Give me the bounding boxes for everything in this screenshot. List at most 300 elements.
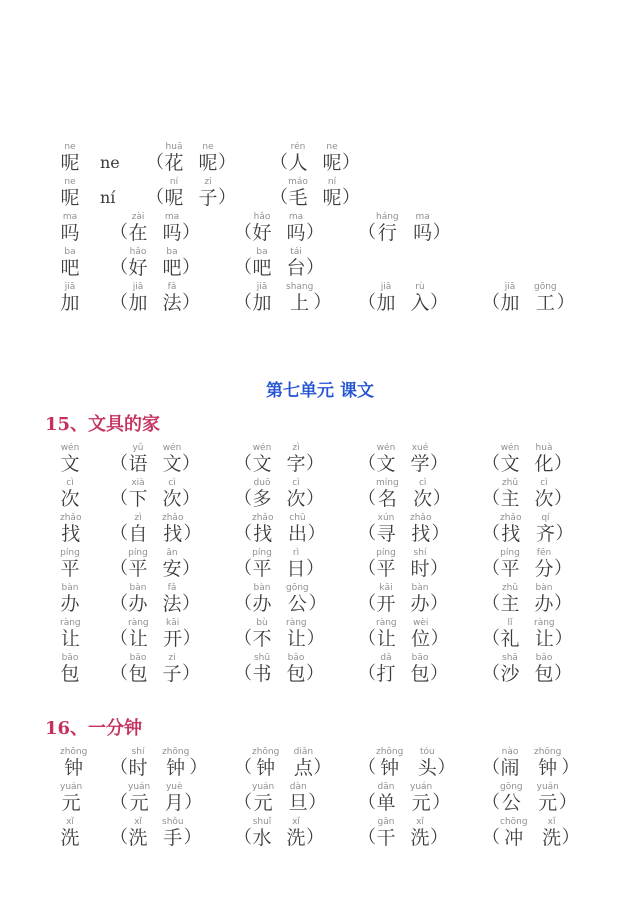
lesson-15-title: 15、文具的家: [45, 414, 161, 435]
head-character: [60, 212, 100, 244]
paren: （: [358, 453, 376, 474]
syllable: [288, 142, 308, 174]
pinyin-label: ba: [64, 247, 76, 257]
syllable: [60, 513, 81, 545]
hanzi-char: 干: [376, 827, 396, 849]
hanzi-char: 加: [252, 292, 272, 314]
word-group: [472, 618, 596, 650]
paren: （: [234, 792, 252, 813]
pinyin-label: wén: [500, 443, 520, 453]
pinyin-label: jiā: [132, 282, 144, 292]
word-group: [224, 583, 348, 615]
word-group: [224, 653, 348, 685]
pinyin-label: yuán: [536, 782, 559, 792]
pinyin-label: dǎ: [380, 653, 392, 663]
word-group: [348, 583, 472, 615]
hanzi-char: 书: [252, 663, 272, 685]
word-row: [60, 615, 640, 650]
syllable: [60, 782, 82, 814]
paren: ）: [342, 152, 360, 173]
paren: （: [358, 593, 376, 614]
pinyin-label: zhǎo: [252, 513, 274, 523]
word-group: [472, 513, 596, 545]
syllable: [500, 478, 520, 510]
hanzi-char: 次: [162, 488, 182, 510]
syllable: [162, 212, 182, 244]
word-group: [224, 548, 348, 580]
word-group: [348, 653, 472, 685]
paren: ）: [182, 558, 200, 579]
hanzi-char: 月: [164, 792, 184, 814]
paren: （: [234, 827, 252, 848]
paren: ）: [430, 453, 448, 474]
syllable: [60, 478, 80, 510]
lesson-16-words-block: [60, 744, 640, 849]
hanzi-char: 平: [60, 558, 80, 580]
pinyin-label: gōng: [286, 583, 309, 593]
syllable: [286, 247, 306, 279]
hanzi-char: 包: [410, 663, 430, 685]
hanzi-char: 平: [252, 558, 272, 580]
hanzi-char: 办: [128, 593, 148, 615]
pinyin-label: huā: [165, 142, 183, 152]
paren: ）: [306, 222, 324, 243]
head-character: [60, 282, 100, 314]
syllable: [376, 618, 397, 650]
pinyin-label: shǒu: [162, 817, 184, 827]
pinyin-label: píng: [128, 548, 148, 558]
word-row: [60, 545, 640, 580]
word-group: [100, 443, 224, 475]
head-character: [60, 583, 100, 615]
word-group: [348, 443, 472, 475]
pinyin-label: bàn: [411, 583, 429, 593]
pinyin-label: jiā: [504, 282, 516, 292]
hanzi-char: 钟: [166, 757, 186, 779]
pinyin-label: xǐ: [66, 817, 74, 827]
pinyin-label: jiā: [256, 282, 268, 292]
pinyin-label: ma: [62, 212, 78, 222]
pinyin-label: lǐ: [507, 618, 513, 628]
head-character: [60, 548, 100, 580]
paren: ）: [308, 792, 327, 813]
paren: ）: [554, 593, 572, 614]
pinyin-label: yuè: [165, 782, 183, 792]
hanzi-char: 闹: [500, 757, 520, 779]
paren: ）: [313, 292, 332, 313]
paren: ）: [554, 628, 573, 649]
head-character: [60, 817, 100, 849]
syllable: [163, 618, 183, 650]
paren: ）: [182, 628, 201, 649]
head-character: [60, 513, 100, 545]
word-row: [60, 510, 640, 545]
paren: ）: [437, 757, 456, 778]
pinyin-label: xià: [131, 478, 145, 488]
syllable: [410, 782, 432, 814]
paren: （: [482, 827, 500, 848]
hanzi-char: 文: [252, 453, 272, 475]
syllable: [286, 478, 306, 510]
paren: （: [482, 593, 500, 614]
pinyin-label: ne: [202, 142, 214, 152]
syllable: [376, 817, 396, 849]
hanzi-char: 工: [535, 292, 555, 314]
hanzi-char: 包: [286, 663, 306, 685]
paren: （: [358, 488, 376, 509]
paren: （: [110, 453, 128, 474]
syllable: [534, 583, 554, 615]
hanzi-char: 吧: [60, 257, 80, 279]
paren: ）: [561, 757, 580, 778]
pinyin-label: háng: [376, 212, 399, 222]
hanzi-char: 次: [286, 488, 306, 510]
hanzi-char: 台: [286, 257, 306, 279]
hanzi-char: 呢: [322, 152, 342, 174]
hanzi-char: 分: [534, 558, 554, 580]
word-group: [224, 247, 348, 279]
word-group: [348, 747, 472, 779]
pinyin-label: bāo: [287, 653, 305, 663]
paren: （: [110, 827, 128, 848]
paren: （: [110, 222, 128, 243]
head-character: [60, 142, 100, 174]
pinyin-label: píng: [376, 548, 396, 558]
word-group: [100, 782, 224, 814]
pinyin-label: hǎo: [253, 212, 271, 222]
hanzi-char: 办: [60, 593, 80, 615]
paren: ）: [430, 628, 449, 649]
word-group: [348, 618, 472, 650]
pinyin-label: kāi: [166, 618, 180, 628]
syllable: [500, 513, 521, 545]
pinyin-label: duō: [253, 478, 271, 488]
hanzi-char: 次: [60, 488, 80, 510]
word-group: [136, 177, 260, 209]
pinyin-label: zì: [134, 513, 142, 523]
hanzi-char: 加: [128, 292, 148, 314]
syllable: [411, 618, 431, 650]
paren: ）: [306, 628, 325, 649]
word-row: [60, 580, 640, 615]
syllable: [376, 513, 396, 545]
paren: （: [110, 792, 128, 813]
hanzi-char: 水: [252, 827, 272, 849]
paren: ）: [430, 663, 448, 684]
paren: （: [110, 558, 128, 579]
syllable: [537, 782, 559, 814]
hanzi-char: 办: [534, 593, 554, 615]
syllable: [500, 548, 520, 580]
syllable: [60, 817, 80, 849]
syllable: [164, 177, 184, 209]
paren: ）: [554, 663, 572, 684]
hanzi-char: 人: [288, 152, 308, 174]
syllable: [60, 548, 80, 580]
hanzi-char: 手: [163, 827, 183, 849]
paren: （: [234, 257, 252, 278]
paren: （: [270, 152, 288, 173]
paren: （: [110, 292, 128, 313]
word-group: [100, 747, 224, 779]
pinyin-label: bàn: [535, 583, 553, 593]
paren: （: [110, 523, 128, 544]
word-group: [224, 282, 348, 314]
pinyin-label: shí: [131, 747, 145, 757]
paren: （: [358, 292, 376, 313]
pinyin-label: cì: [292, 478, 300, 488]
paren: ）: [183, 523, 202, 544]
pinyin-label: wèi: [412, 618, 429, 628]
hanzi-char: 次: [413, 488, 433, 510]
syllable: [128, 817, 148, 849]
pinyin-label: wén: [376, 443, 396, 453]
hanzi-char: 好: [252, 222, 272, 244]
hanzi-char: 日: [286, 558, 306, 580]
pinyin-label: shuǐ: [252, 817, 272, 827]
paren: （: [482, 523, 500, 544]
paren: （: [482, 757, 500, 778]
hanzi-char: 子: [162, 663, 182, 685]
hanzi-char: 开: [376, 593, 396, 615]
syllable: [162, 478, 182, 510]
paren: ）: [555, 523, 574, 544]
hanzi-char: 字: [286, 453, 306, 475]
hanzi-char: 文: [162, 453, 182, 475]
hanzi-char: 让: [60, 628, 80, 650]
paren: （: [110, 257, 128, 278]
hanzi-char: 学: [410, 453, 430, 475]
pinyin-label: gān: [377, 817, 395, 827]
hanzi-char: 平: [128, 558, 148, 580]
pinyin-label: bāo: [61, 653, 79, 663]
syllable: [60, 583, 80, 615]
paren: （: [234, 488, 252, 509]
syllable: [376, 282, 396, 314]
hanzi-char: 钟: [538, 757, 558, 779]
syllable: [287, 513, 307, 545]
syllable: [500, 782, 523, 814]
paren: ）: [182, 292, 200, 313]
pinyin-label: zì: [292, 443, 300, 453]
pinyin-label: xué: [411, 443, 429, 453]
word-group: [100, 212, 224, 244]
paren: （: [110, 593, 128, 614]
pinyin-label: yuán: [60, 782, 83, 792]
word-group: [224, 212, 348, 244]
pinyin-label: wén: [162, 443, 182, 453]
hanzi-char: 呢: [60, 152, 80, 174]
syllable: [286, 282, 313, 314]
pinyin-label: zi: [204, 177, 212, 187]
syllable: [60, 653, 80, 685]
hanzi-char: 找: [163, 523, 183, 545]
hanzi-char: 让: [286, 628, 306, 650]
hanzi-char: 吗: [60, 222, 80, 244]
paren: （: [482, 663, 500, 684]
hanzi-char: 语: [128, 453, 148, 475]
word-group: [100, 817, 224, 849]
word-group: [224, 618, 348, 650]
pinyin-label: rén: [290, 142, 306, 152]
pinyin-label: cì: [168, 478, 176, 488]
word-row: [60, 744, 640, 779]
hanzi-char: 洗: [60, 827, 80, 849]
syllable: [410, 282, 430, 314]
paren: （: [234, 558, 252, 579]
word-group: [348, 548, 472, 580]
pinyin-label: zhōng: [252, 747, 280, 757]
hanzi-char: 包: [128, 663, 148, 685]
pinyin-label: shí: [413, 548, 427, 558]
syllable: [286, 817, 306, 849]
paren: （: [234, 222, 252, 243]
hanzi-char: 花: [164, 152, 184, 174]
pinyin-label: chōng: [500, 817, 528, 827]
hanzi-char: 法: [162, 292, 182, 314]
paren: ）: [182, 257, 200, 278]
syllable: [410, 583, 430, 615]
hanzi-char: 安: [162, 558, 182, 580]
syllable: [162, 282, 182, 314]
syllable: [128, 212, 148, 244]
word-group: [224, 747, 348, 779]
syllable: [252, 247, 272, 279]
hanzi-char: 沙: [500, 663, 520, 685]
word-row: [60, 650, 640, 685]
hanzi-char: 头: [417, 757, 437, 779]
paren: ）: [218, 187, 236, 208]
paren: （: [482, 488, 500, 509]
pinyin-label: hǎo: [129, 247, 147, 257]
paren: （: [482, 792, 500, 813]
word-group: [348, 782, 472, 814]
syllable: [60, 247, 80, 279]
word-group: [100, 653, 224, 685]
syllable: [410, 653, 430, 685]
pinyin-label: wén: [60, 443, 80, 453]
syllable: [534, 443, 554, 475]
syllable: [162, 653, 182, 685]
word-group: [224, 443, 348, 475]
hanzi-char: 洗: [128, 827, 148, 849]
paren: （: [482, 628, 500, 649]
hanzi-char: 让: [534, 628, 554, 650]
syllable: [162, 817, 184, 849]
hanzi-char: 钟: [380, 757, 400, 779]
head-character: [60, 478, 100, 510]
paren: （: [234, 757, 252, 778]
paren: （: [146, 187, 164, 208]
pinyin-label: ma: [415, 212, 430, 222]
syllable: [162, 247, 182, 279]
paren: ）: [182, 222, 200, 243]
latin-pinyin: ne: [100, 153, 120, 172]
paren: （: [234, 523, 252, 544]
hanzi-char: 文: [500, 453, 520, 475]
hanzi-char: 公: [287, 593, 307, 615]
pinyin-label: zhǔ: [501, 583, 519, 593]
word-row: [60, 209, 640, 244]
syllable: [534, 478, 554, 510]
syllable: [376, 747, 403, 779]
word-group: [100, 618, 224, 650]
word-group: [224, 817, 348, 849]
pinyin-label: fǎ: [167, 583, 177, 593]
paren: ）: [189, 757, 208, 778]
hanzi-char: 毛: [288, 187, 308, 209]
syllable: [500, 443, 520, 475]
pinyin-label: cì: [66, 478, 74, 488]
syllable: [293, 747, 313, 779]
syllable: [128, 478, 148, 510]
paren: ）: [430, 558, 448, 579]
pinyin-label: kāi: [379, 583, 393, 593]
pinyin-label: nào: [501, 747, 519, 757]
word-row: [60, 279, 640, 314]
syllable: [376, 782, 396, 814]
hanzi-char: 在: [128, 222, 148, 244]
hanzi-char: 让: [128, 628, 148, 650]
hanzi-char: 开: [163, 628, 183, 650]
pinyin-label: jiā: [380, 282, 392, 292]
pinyin-label: qí: [541, 513, 550, 523]
paren: （: [110, 628, 128, 649]
pinyin-label: píng: [60, 548, 80, 558]
hanzi-char: 次: [534, 488, 554, 510]
paren: （: [482, 453, 500, 474]
paren: ）: [306, 488, 324, 509]
hanzi-char: 位: [411, 628, 431, 650]
paren: ）: [182, 663, 200, 684]
paren: （: [234, 663, 252, 684]
syllable: [162, 548, 182, 580]
syllable: [500, 282, 520, 314]
pinyin-label: ma: [164, 212, 180, 222]
pinyin-label: ne: [326, 142, 338, 152]
pinyin-label: xǐ: [134, 817, 142, 827]
hanzi-char: 旦: [288, 792, 308, 814]
pinyin-label: xǐ: [292, 817, 300, 827]
head-character: [60, 443, 100, 475]
paren: ）: [306, 453, 324, 474]
pinyin-label: dàn: [289, 782, 307, 792]
syllable: [128, 443, 148, 475]
hanzi-char: 点: [293, 757, 313, 779]
word-group: [472, 443, 596, 475]
paren: （: [270, 187, 288, 208]
hanzi-char: 齐: [535, 523, 555, 545]
syllable: [198, 177, 218, 209]
paren: ）: [308, 593, 327, 614]
syllable: [417, 747, 437, 779]
syllable: [500, 583, 520, 615]
pinyin-label: yǔ: [132, 443, 144, 453]
syllable: [60, 142, 80, 174]
hanzi-char: 加: [60, 292, 80, 314]
paren: （: [358, 628, 376, 649]
unit-heading: 第七单元 课文: [266, 381, 374, 401]
syllable: [252, 548, 272, 580]
paren: ）: [306, 558, 324, 579]
pinyin-label: ràng: [128, 618, 149, 628]
hanzi-char: 法: [162, 593, 182, 615]
syllable: [252, 212, 272, 244]
hanzi-char: 元: [411, 792, 431, 814]
pinyin-label: zhǎo: [410, 513, 432, 523]
pinyin-label: yuán: [128, 782, 151, 792]
syllable: [60, 747, 87, 779]
